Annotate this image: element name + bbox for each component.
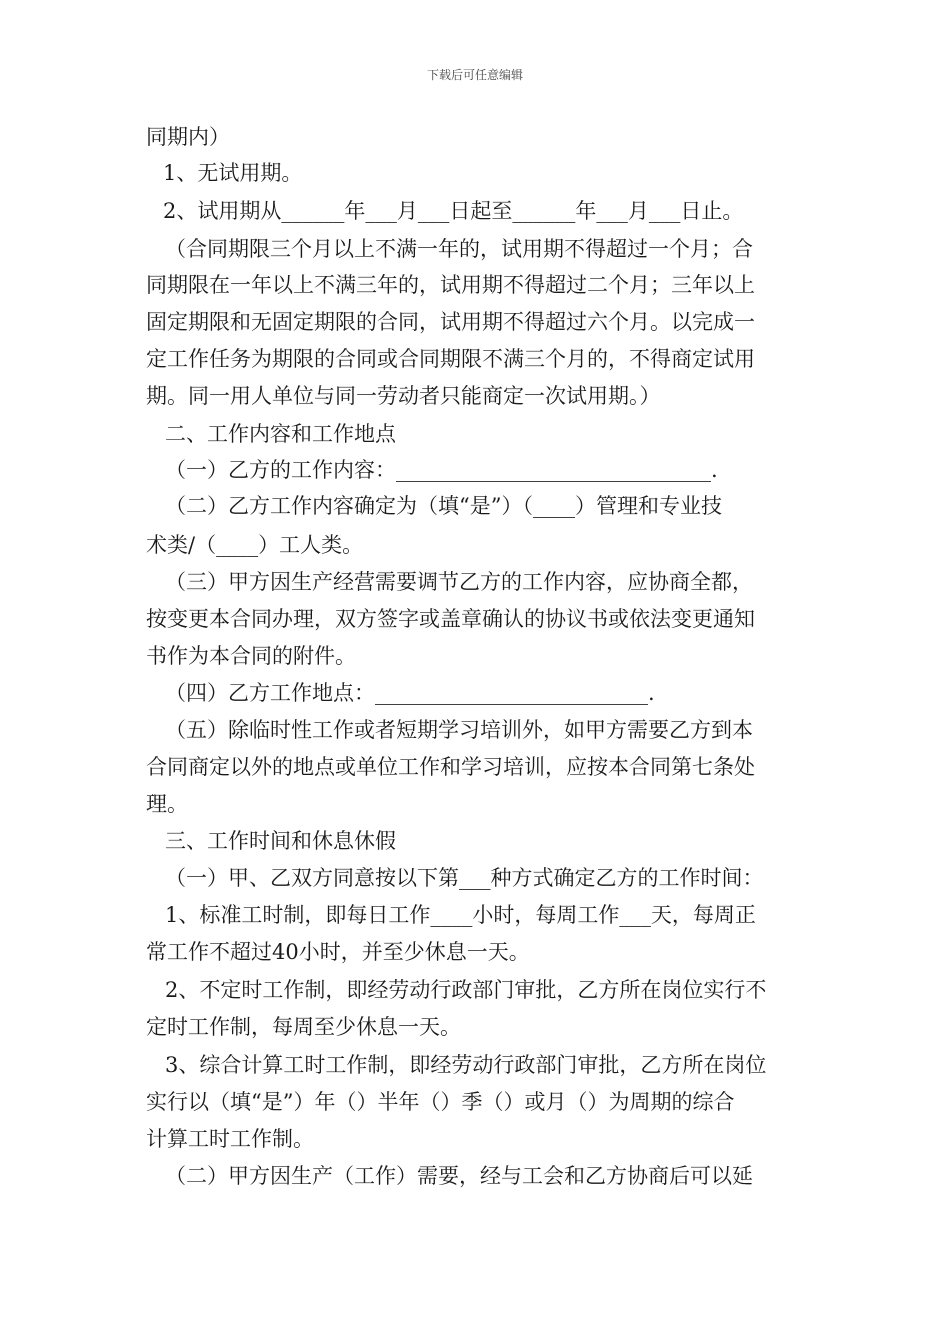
text-line: （合同期限三个月以上不满一年的，试用期不得超过一个月；合 (165, 237, 753, 261)
text-line: 固定期限和无固定期限的合同，试用期不得超过六个月。以完成一 (146, 310, 755, 334)
text-line: 理。 (146, 792, 188, 816)
text-line: 1、无试用期。 (163, 161, 303, 185)
text-line: 书作为本合同的附件。 (146, 644, 356, 668)
text-line: （五）除临时性工作或者短期学习培训外，如甲方需要乙方到本 (165, 718, 753, 742)
text-line: 定工作任务为期限的合同或合同期限不满三个月的，不得商定试用 (146, 347, 755, 371)
text-line: 常工作不超过40小时，并至少休息一天。 (146, 940, 530, 964)
section-heading: 二、工作内容和工作地点 (165, 422, 396, 446)
text-line: 定时工作制，每周至少休息一天。 (146, 1015, 461, 1039)
page-header: 下载后可任意编辑 (426, 68, 523, 82)
text-line: 按变更本合同办理，双方签字或盖章确认的协议书或依法变更通知 (146, 607, 755, 631)
text-line: 术类/（____）工人类。 (146, 533, 364, 557)
text-line: （一）乙方的工作内容：______________________________. (165, 458, 718, 482)
text-line: （三）甲方因生产经营需要调节乙方的工作内容，应协商全都， (165, 570, 753, 594)
text-line: （一）甲、乙双方同意按以下第___种方式确定乙方的工作时间： (165, 866, 764, 890)
text-line: 3、综合计算工时工作制，即经劳动行政部门审批，乙方所在岗位 (165, 1053, 767, 1077)
text-line: 合同商定以外的地点或单位工作和学习培训，应按本合同第七条处 (146, 755, 755, 779)
text-line: （二）乙方工作内容确定为（填“是”）（____）管理和专业技 (165, 494, 722, 518)
text-line: 实行以（填“是”）年（）半年（）季（）或月（）为周期的综合 (146, 1090, 735, 1114)
text-line: 2、不定时工作制，即经劳动行政部门审批，乙方所在岗位实行不 (165, 978, 767, 1002)
text-line: 计算工时工作制。 (146, 1127, 314, 1151)
text-line: 同期内） (146, 125, 230, 149)
text-line: 同期限在一年以上不满三年的，试用期不得超过二个月；三年以上 (146, 273, 755, 297)
text-line: 期。同一用人单位与同一劳动者只能商定一次试用期。） (146, 384, 661, 408)
text-line: 1、标准工时制，即每日工作____小时，每周工作___天，每周正 (165, 903, 756, 927)
text-line: （二）甲方因生产（工作）需要，经与工会和乙方协商后可以延 (165, 1164, 753, 1188)
section-heading: 三、工作时间和休息休假 (165, 829, 396, 853)
text-line: （四）乙方工作地点：__________________________. (165, 681, 655, 705)
text-line: 2、试用期从______年___月___日起至______年___月___日止。 (163, 199, 744, 223)
